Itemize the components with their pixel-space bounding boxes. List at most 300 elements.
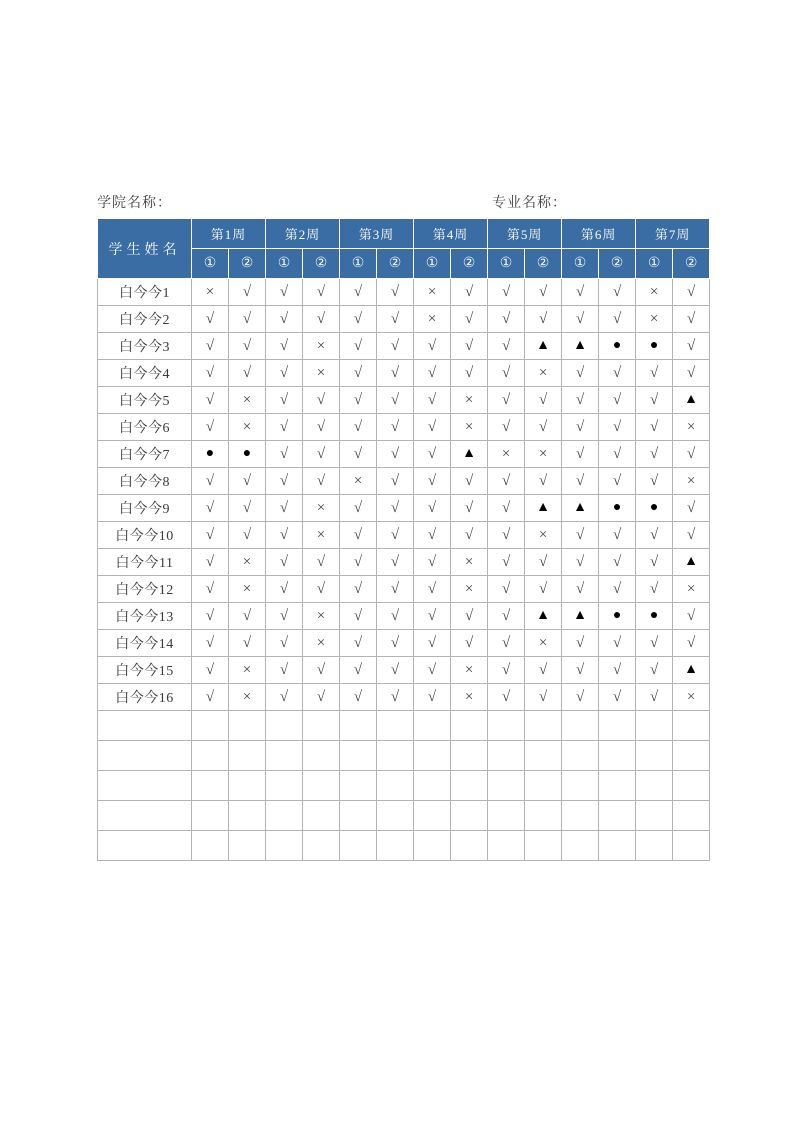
student-name-cell: 白今今16 — [98, 684, 192, 711]
attendance-mark-cell: × — [525, 441, 562, 468]
attendance-mark-cell: ▲ — [525, 495, 562, 522]
attendance-mark-cell: √ — [340, 549, 377, 576]
attendance-mark-cell: × — [673, 414, 710, 441]
attendance-mark-cell: √ — [488, 576, 525, 603]
empty-mark-cell — [377, 831, 414, 861]
attendance-mark-cell: √ — [377, 306, 414, 333]
attendance-mark-cell: √ — [599, 630, 636, 657]
session-header-cell: ① — [636, 249, 673, 279]
attendance-mark-cell: × — [414, 306, 451, 333]
attendance-mark-cell: √ — [525, 657, 562, 684]
attendance-mark-cell: √ — [414, 549, 451, 576]
student-row — [98, 360, 710, 387]
empty-mark-cell — [636, 711, 673, 741]
attendance-mark-cell: √ — [192, 657, 229, 684]
empty-mark-cell — [525, 711, 562, 741]
attendance-mark-cell: √ — [562, 684, 599, 711]
student-name-cell: 白今今12 — [98, 576, 192, 603]
attendance-mark-cell: √ — [303, 576, 340, 603]
attendance-mark-cell: √ — [303, 657, 340, 684]
empty-mark-cell — [229, 831, 266, 861]
session-header-cell: ② — [377, 249, 414, 279]
attendance-mark-cell: √ — [488, 522, 525, 549]
empty-mark-cell — [636, 801, 673, 831]
attendance-mark-cell: √ — [673, 333, 710, 360]
attendance-mark-cell: √ — [377, 495, 414, 522]
empty-mark-cell — [266, 831, 303, 861]
session-header-cell: ② — [229, 249, 266, 279]
attendance-mark-cell: √ — [303, 441, 340, 468]
attendance-mark-cell: √ — [266, 603, 303, 630]
attendance-mark-cell: √ — [562, 468, 599, 495]
empty-mark-cell — [488, 741, 525, 771]
attendance-mark-cell: √ — [377, 279, 414, 306]
empty-mark-cell — [266, 711, 303, 741]
attendance-mark-cell: √ — [377, 603, 414, 630]
attendance-mark-cell: ▲ — [562, 603, 599, 630]
week-header-cell: 第3周 — [340, 219, 414, 249]
session-header-cell: ② — [525, 249, 562, 279]
attendance-mark-cell: √ — [451, 333, 488, 360]
week-header-cell: 第7周 — [636, 219, 710, 249]
session-header-cell: ① — [266, 249, 303, 279]
session-header-cell: ① — [562, 249, 599, 279]
attendance-mark-cell: √ — [599, 684, 636, 711]
attendance-mark-cell: √ — [266, 468, 303, 495]
attendance-mark-cell: √ — [266, 441, 303, 468]
empty-mark-cell — [451, 711, 488, 741]
attendance-mark-cell: √ — [340, 306, 377, 333]
attendance-mark-cell: √ — [340, 279, 377, 306]
attendance-mark-cell: √ — [636, 657, 673, 684]
empty-mark-cell — [414, 741, 451, 771]
empty-mark-cell — [673, 831, 710, 861]
attendance-mark-cell: √ — [414, 441, 451, 468]
empty-mark-cell — [266, 801, 303, 831]
empty-mark-cell — [673, 741, 710, 771]
attendance-mark-cell: √ — [488, 387, 525, 414]
attendance-mark-cell: √ — [673, 603, 710, 630]
empty-mark-cell — [599, 831, 636, 861]
student-name-cell: 白今今2 — [98, 306, 192, 333]
attendance-mark-cell: √ — [451, 306, 488, 333]
empty-mark-cell — [229, 711, 266, 741]
attendance-mark-cell: √ — [488, 414, 525, 441]
attendance-mark-cell: √ — [488, 306, 525, 333]
attendance-mark-cell: ● — [599, 495, 636, 522]
empty-name-cell — [98, 801, 192, 831]
student-row — [98, 306, 710, 333]
empty-mark-cell — [414, 771, 451, 801]
attendance-mark-cell: × — [303, 603, 340, 630]
attendance-mark-cell: × — [451, 576, 488, 603]
attendance-mark-cell: √ — [266, 495, 303, 522]
attendance-mark-cell: √ — [377, 657, 414, 684]
empty-row — [98, 801, 710, 831]
attendance-mark-cell: √ — [414, 360, 451, 387]
attendance-mark-cell: √ — [377, 441, 414, 468]
attendance-mark-cell: √ — [192, 549, 229, 576]
attendance-mark-cell: √ — [562, 414, 599, 441]
attendance-mark-cell: √ — [229, 279, 266, 306]
attendance-mark-cell: √ — [488, 603, 525, 630]
attendance-mark-cell: √ — [599, 522, 636, 549]
empty-mark-cell — [488, 801, 525, 831]
attendance-mark-cell: √ — [488, 360, 525, 387]
attendance-mark-cell: √ — [266, 522, 303, 549]
attendance-mark-cell: × — [303, 360, 340, 387]
empty-row — [98, 771, 710, 801]
attendance-mark-cell: √ — [229, 630, 266, 657]
empty-mark-cell — [303, 801, 340, 831]
attendance-mark-cell: √ — [636, 576, 673, 603]
attendance-mark-cell: × — [525, 630, 562, 657]
empty-mark-cell — [525, 831, 562, 861]
empty-name-cell — [98, 831, 192, 861]
attendance-mark-cell: √ — [377, 576, 414, 603]
attendance-mark-cell: √ — [229, 333, 266, 360]
attendance-mark-cell: √ — [636, 387, 673, 414]
attendance-mark-cell: × — [451, 549, 488, 576]
attendance-mark-cell: ▲ — [451, 441, 488, 468]
attendance-mark-cell: √ — [192, 387, 229, 414]
attendance-mark-cell: √ — [303, 279, 340, 306]
attendance-mark-cell: √ — [451, 468, 488, 495]
session-header-cell: ① — [340, 249, 377, 279]
empty-mark-cell — [192, 831, 229, 861]
session-header-cell: ① — [192, 249, 229, 279]
empty-mark-cell — [377, 771, 414, 801]
student-row — [98, 630, 710, 657]
session-header-cell: ② — [303, 249, 340, 279]
student-row — [98, 657, 710, 684]
attendance-mark-cell: × — [229, 657, 266, 684]
attendance-mark-cell: √ — [636, 468, 673, 495]
empty-mark-cell — [414, 711, 451, 741]
attendance-mark-cell: √ — [192, 333, 229, 360]
attendance-mark-cell: √ — [636, 360, 673, 387]
student-row — [98, 576, 710, 603]
attendance-mark-cell: × — [303, 630, 340, 657]
student-name-cell: 白今今14 — [98, 630, 192, 657]
attendance-mark-cell: √ — [636, 441, 673, 468]
empty-mark-cell — [451, 831, 488, 861]
week-header-cell: 第4周 — [414, 219, 488, 249]
attendance-mark-cell: √ — [414, 657, 451, 684]
empty-mark-cell — [414, 831, 451, 861]
empty-mark-cell — [266, 741, 303, 771]
student-row — [98, 603, 710, 630]
attendance-mark-cell: √ — [636, 630, 673, 657]
attendance-mark-cell: √ — [377, 387, 414, 414]
empty-mark-cell — [562, 741, 599, 771]
attendance-mark-cell: √ — [303, 468, 340, 495]
attendance-mark-cell: √ — [266, 279, 303, 306]
attendance-mark-cell: √ — [562, 576, 599, 603]
attendance-mark-cell: √ — [414, 603, 451, 630]
attendance-mark-cell: √ — [266, 630, 303, 657]
empty-mark-cell — [451, 741, 488, 771]
attendance-mark-cell: × — [525, 522, 562, 549]
attendance-mark-cell: × — [303, 522, 340, 549]
attendance-mark-cell: ▲ — [525, 603, 562, 630]
student-row — [98, 495, 710, 522]
attendance-mark-cell: √ — [488, 549, 525, 576]
attendance-mark-cell: √ — [266, 657, 303, 684]
attendance-mark-cell: √ — [377, 414, 414, 441]
attendance-mark-cell: √ — [340, 333, 377, 360]
attendance-mark-cell: √ — [451, 522, 488, 549]
attendance-mark-cell: √ — [377, 630, 414, 657]
attendance-mark-cell: √ — [636, 414, 673, 441]
attendance-mark-cell: √ — [414, 576, 451, 603]
attendance-mark-cell: √ — [599, 576, 636, 603]
empty-mark-cell — [192, 771, 229, 801]
empty-mark-cell — [673, 711, 710, 741]
empty-mark-cell — [562, 801, 599, 831]
empty-name-cell — [98, 771, 192, 801]
attendance-mark-cell: √ — [673, 306, 710, 333]
week-header-cell: 第1周 — [192, 219, 266, 249]
attendance-mark-cell: √ — [414, 522, 451, 549]
attendance-mark-cell: √ — [636, 549, 673, 576]
attendance-mark-cell: √ — [636, 684, 673, 711]
empty-mark-cell — [525, 801, 562, 831]
attendance-mark-cell: √ — [599, 306, 636, 333]
attendance-mark-cell: × — [525, 360, 562, 387]
college-name-label: 学院名称： — [97, 196, 172, 211]
attendance-mark-cell: √ — [562, 360, 599, 387]
attendance-mark-cell: √ — [599, 657, 636, 684]
student-name-cell: 白今今8 — [98, 468, 192, 495]
attendance-mark-cell: √ — [340, 684, 377, 711]
attendance-mark-cell: ● — [229, 441, 266, 468]
empty-mark-cell — [562, 711, 599, 741]
attendance-mark-cell: ● — [636, 603, 673, 630]
student-name-cell: 白今今13 — [98, 603, 192, 630]
attendance-mark-cell: √ — [451, 279, 488, 306]
attendance-mark-cell: × — [673, 468, 710, 495]
attendance-mark-cell: √ — [266, 306, 303, 333]
attendance-mark-cell: × — [673, 684, 710, 711]
empty-mark-cell — [673, 771, 710, 801]
empty-mark-cell — [192, 711, 229, 741]
empty-row — [98, 831, 710, 861]
session-header-cell: ① — [414, 249, 451, 279]
week-header-row — [98, 219, 710, 249]
attendance-mark-cell: ▲ — [562, 333, 599, 360]
attendance-mark-cell: √ — [673, 360, 710, 387]
attendance-mark-cell: √ — [562, 630, 599, 657]
attendance-mark-cell: √ — [303, 387, 340, 414]
attendance-mark-cell: √ — [673, 522, 710, 549]
attendance-mark-cell: × — [229, 549, 266, 576]
attendance-mark-cell: √ — [192, 522, 229, 549]
attendance-mark-cell: √ — [192, 576, 229, 603]
attendance-mark-cell: × — [340, 468, 377, 495]
empty-mark-cell — [488, 711, 525, 741]
empty-mark-cell — [488, 771, 525, 801]
attendance-mark-cell: ● — [599, 333, 636, 360]
attendance-mark-cell: × — [636, 306, 673, 333]
empty-mark-cell — [673, 801, 710, 831]
attendance-mark-cell: √ — [488, 468, 525, 495]
attendance-mark-cell: √ — [451, 630, 488, 657]
attendance-mark-cell: √ — [525, 468, 562, 495]
attendance-mark-cell: √ — [340, 630, 377, 657]
attendance-table — [97, 218, 710, 861]
empty-mark-cell — [636, 741, 673, 771]
attendance-mark-cell: √ — [266, 549, 303, 576]
attendance-mark-cell: √ — [599, 549, 636, 576]
attendance-mark-cell: × — [636, 279, 673, 306]
attendance-mark-cell: √ — [525, 684, 562, 711]
week-header-cell: 第2周 — [266, 219, 340, 249]
attendance-mark-cell: √ — [599, 468, 636, 495]
attendance-mark-cell: × — [303, 495, 340, 522]
attendance-mark-cell: √ — [599, 360, 636, 387]
empty-mark-cell — [414, 801, 451, 831]
empty-name-cell — [98, 741, 192, 771]
empty-mark-cell — [599, 801, 636, 831]
empty-mark-cell — [562, 831, 599, 861]
attendance-mark-cell: √ — [562, 387, 599, 414]
student-name-cell: 白今今7 — [98, 441, 192, 468]
attendance-mark-cell: √ — [192, 684, 229, 711]
attendance-mark-cell: √ — [414, 684, 451, 711]
session-header-cell: ② — [451, 249, 488, 279]
empty-mark-cell — [599, 741, 636, 771]
attendance-mark-cell: × — [451, 387, 488, 414]
attendance-mark-cell: × — [451, 414, 488, 441]
attendance-mark-cell: ● — [636, 333, 673, 360]
attendance-mark-cell: √ — [377, 333, 414, 360]
student-name-cell: 白今今1 — [98, 279, 192, 306]
attendance-mark-cell: √ — [562, 306, 599, 333]
empty-mark-cell — [377, 801, 414, 831]
week-header-cell: 第5周 — [488, 219, 562, 249]
empty-mark-cell — [340, 771, 377, 801]
student-row — [98, 333, 710, 360]
student-row — [98, 522, 710, 549]
attendance-mark-cell: √ — [673, 630, 710, 657]
attendance-mark-cell: √ — [673, 279, 710, 306]
attendance-mark-cell: √ — [192, 306, 229, 333]
attendance-mark-cell: √ — [266, 360, 303, 387]
attendance-mark-cell: √ — [636, 522, 673, 549]
empty-mark-cell — [562, 771, 599, 801]
empty-mark-cell — [599, 711, 636, 741]
attendance-mark-cell: √ — [192, 414, 229, 441]
student-name-header-cell: 学生姓名 — [98, 219, 192, 279]
attendance-mark-cell: √ — [303, 414, 340, 441]
empty-mark-cell — [229, 741, 266, 771]
student-name-cell: 白今今3 — [98, 333, 192, 360]
empty-mark-cell — [377, 741, 414, 771]
attendance-mark-cell: √ — [377, 360, 414, 387]
attendance-mark-cell: √ — [340, 522, 377, 549]
attendance-mark-cell: × — [451, 684, 488, 711]
attendance-mark-cell: √ — [488, 630, 525, 657]
attendance-mark-cell: √ — [562, 522, 599, 549]
attendance-mark-cell: √ — [229, 306, 266, 333]
attendance-mark-cell: √ — [525, 414, 562, 441]
attendance-mark-cell: √ — [377, 549, 414, 576]
attendance-mark-cell: √ — [414, 387, 451, 414]
major-name-label: 专业名称： — [492, 196, 567, 211]
empty-mark-cell — [340, 741, 377, 771]
attendance-mark-cell: × — [229, 387, 266, 414]
attendance-mark-cell: √ — [562, 279, 599, 306]
attendance-mark-cell: √ — [488, 333, 525, 360]
student-name-cell: 白今今10 — [98, 522, 192, 549]
attendance-table-header — [98, 219, 710, 279]
attendance-mark-cell: √ — [562, 441, 599, 468]
attendance-mark-cell: √ — [266, 333, 303, 360]
empty-mark-cell — [340, 801, 377, 831]
attendance-mark-cell: √ — [673, 495, 710, 522]
attendance-mark-cell: √ — [266, 414, 303, 441]
student-name-cell: 白今今15 — [98, 657, 192, 684]
attendance-mark-cell: √ — [377, 468, 414, 495]
empty-mark-cell — [229, 771, 266, 801]
attendance-mark-cell: √ — [562, 657, 599, 684]
attendance-mark-cell: × — [229, 414, 266, 441]
attendance-mark-cell: × — [451, 657, 488, 684]
attendance-mark-cell: √ — [488, 684, 525, 711]
empty-mark-cell — [303, 771, 340, 801]
student-row — [98, 279, 710, 306]
attendance-mark-cell: × — [192, 279, 229, 306]
attendance-mark-cell: √ — [340, 657, 377, 684]
empty-mark-cell — [303, 711, 340, 741]
session-header-cell: ① — [488, 249, 525, 279]
attendance-mark-cell: √ — [451, 603, 488, 630]
attendance-mark-cell: × — [229, 576, 266, 603]
attendance-mark-cell: √ — [599, 414, 636, 441]
attendance-mark-cell: √ — [525, 306, 562, 333]
student-name-cell: 白今今11 — [98, 549, 192, 576]
student-row — [98, 414, 710, 441]
student-row — [98, 684, 710, 711]
attendance-mark-cell: √ — [340, 441, 377, 468]
attendance-mark-cell: ▲ — [525, 333, 562, 360]
attendance-mark-cell: ▲ — [562, 495, 599, 522]
attendance-mark-cell: √ — [525, 549, 562, 576]
attendance-mark-cell: √ — [599, 387, 636, 414]
attendance-mark-cell: √ — [229, 522, 266, 549]
empty-mark-cell — [377, 711, 414, 741]
attendance-mark-cell: √ — [229, 360, 266, 387]
empty-row — [98, 711, 710, 741]
attendance-mark-cell: √ — [525, 576, 562, 603]
attendance-mark-cell: ▲ — [673, 657, 710, 684]
attendance-mark-cell: √ — [266, 684, 303, 711]
attendance-mark-cell: √ — [229, 603, 266, 630]
student-row — [98, 468, 710, 495]
empty-mark-cell — [451, 771, 488, 801]
attendance-mark-cell: × — [673, 576, 710, 603]
attendance-mark-cell: √ — [414, 333, 451, 360]
attendance-mark-cell: ● — [192, 441, 229, 468]
attendance-mark-cell: √ — [451, 360, 488, 387]
attendance-mark-cell: √ — [488, 657, 525, 684]
attendance-mark-cell: × — [414, 279, 451, 306]
attendance-mark-cell: √ — [266, 387, 303, 414]
attendance-mark-cell: √ — [229, 468, 266, 495]
attendance-mark-cell: ▲ — [673, 549, 710, 576]
attendance-mark-cell: √ — [192, 603, 229, 630]
